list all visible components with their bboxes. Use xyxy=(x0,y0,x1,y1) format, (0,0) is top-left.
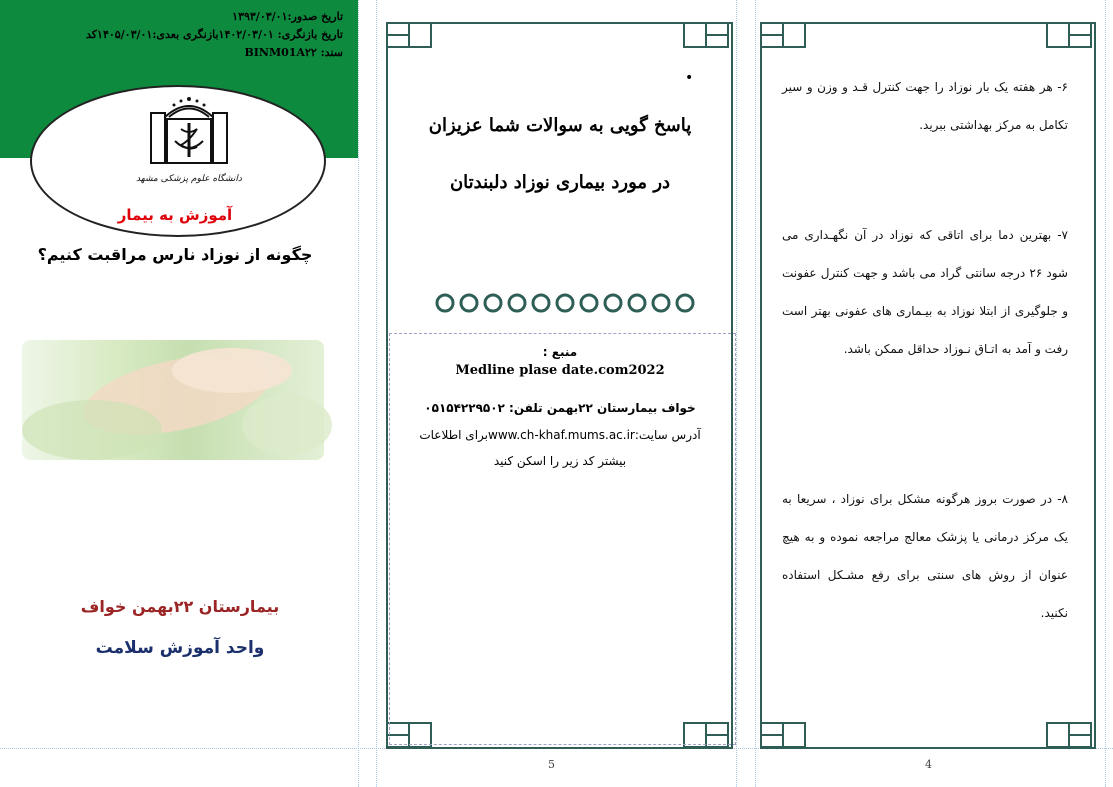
page-number: 5 xyxy=(548,758,555,771)
contact-phone: خواف بیمارستان ۲۲بهمن تلفن: ۰۵۱۵۴۲۲۹۵۰۲ xyxy=(424,401,696,415)
patient-education-label: آموزش به بیمار xyxy=(117,206,233,224)
university-logo xyxy=(136,95,242,195)
source-label: منبع : xyxy=(542,345,578,359)
contact-website: آدرس سایت:www.ch-khaf.mums.ac.irبرای اطلاعات xyxy=(419,428,701,442)
page-number: 4 xyxy=(925,758,932,771)
contact-scan: بیشتر کد زیر را اسکن کنید xyxy=(493,454,627,468)
column-guide xyxy=(358,0,359,787)
page5-title-line2: در مورد بیماری نوزاد دلبندتان xyxy=(449,172,671,193)
column-guide xyxy=(755,0,756,787)
source-box xyxy=(389,333,736,745)
hospital-name: بیمارستان ۲۲بهمن خواف xyxy=(80,597,280,616)
advice-paragraph-6: ۶- هر هفته یک بار نوزاد را جهت کنترل قـد و وزن و سیر تکامل به مرکز بهداشتی ببرید. xyxy=(782,80,1068,132)
corner-ornament xyxy=(1046,22,1094,50)
decorative-border xyxy=(435,290,695,316)
brochure-title: چگونه از نوزاد نارس مراقبت کنیم؟ xyxy=(37,245,313,264)
corner-ornament xyxy=(1046,720,1094,748)
corner-ornament xyxy=(386,22,434,50)
document-code: سند: BINM01A۲۲ xyxy=(244,46,343,59)
source-value: Medline plase date.com2022 xyxy=(455,363,665,378)
issue-date: تاریخ صدور:۱۳۹۳/۰۳/۰۱ xyxy=(232,10,343,23)
corner-ornament xyxy=(683,22,731,50)
bullet: • xyxy=(685,70,694,86)
page5-title-line1: پاسخ گویی به سوالات شما عزیزان xyxy=(428,115,692,136)
health-education-unit: واحد آموزش سلامت xyxy=(95,638,265,658)
corner-ornament xyxy=(760,22,808,50)
care-photo xyxy=(22,340,324,460)
column-guide xyxy=(1105,0,1106,787)
svg-text:دانشگاه علوم پزشکی مشهد: دانشگاه علوم پزشکی مشهد xyxy=(136,174,242,184)
advice-paragraph-8: ۸- در صورت بروز هرگونه مشکل برای نوزاد ، سریعا به یک مرکز درمانی یا پزشک معالج مراجعه نموده و به هیچ عنوان از روش های سنتی برای رفع مشـکل استفاده نکنید. xyxy=(782,492,1068,620)
column-guide xyxy=(736,0,737,787)
advice-paragraph-7: ۷- بهترین دما برای اتاقی که نوزاد در آن نگهـداری می شود ۲۶ درجه سانتی گراد می باشد و جهت کنترل عفونت و جلوگیری از ابتلا نوزاد به بیـماری های عفونی بهتر است رفت و آمد به اتـاق نـوزاد حداقل ممکن باشد. xyxy=(782,228,1068,356)
corner-ornament xyxy=(760,720,808,748)
review-date: تاریخ بازنگری: ۱۴۰۲/۰۳/۰۱بازنگری بعدی:۱۴۰۵/۰۳/۰۱کد xyxy=(86,28,343,41)
column-guide xyxy=(376,0,377,787)
